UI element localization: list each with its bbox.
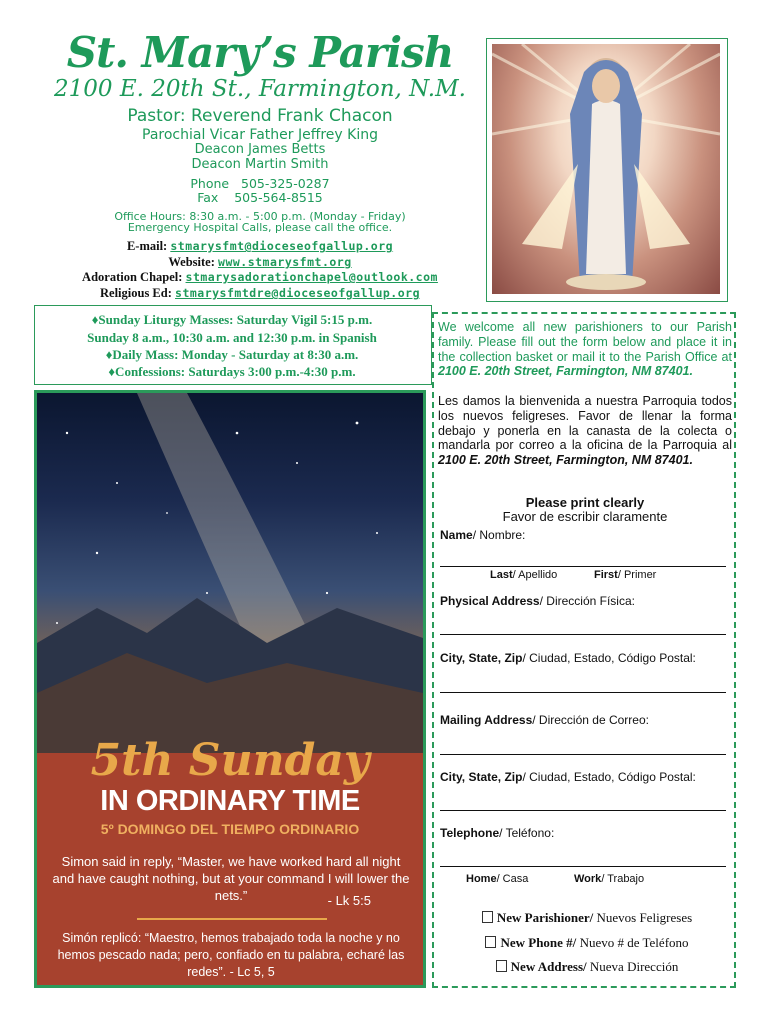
parish-address: 2100 E. 20th St., Farmington, N.M. (54, 76, 466, 102)
milky-way-sky (37, 393, 423, 753)
city-state-zip-line-2[interactable] (440, 810, 726, 811)
confessions-line: ♦Confessions: Saturdays 3:00 p.m.-4:30 p.m. (108, 364, 356, 379)
name-field-label: Name/ Nombre: (440, 528, 526, 542)
city-state-zip-line-1[interactable] (440, 692, 726, 693)
print-clearly-heading: Please print clearly (525, 495, 645, 510)
new-parishioner-checkbox[interactable] (482, 911, 493, 923)
website-link[interactable]: www.stmarysfmt.org (218, 255, 352, 269)
form-intro-spanish: Les damos la bienvenida a nuestra Parroquia todos los nuevos feligreses. Favor de llenar la forma debajo y ponerla en la canasta de la colecta o mandarla por correo a la oficina de la Parroquia al 2100 E. 20th Street, Farmington, NM 87401. (438, 394, 732, 468)
website-row (40, 255, 480, 270)
deacon-1: Deacon James Betts (194, 142, 326, 157)
vicar-name: Parochial Vicar Father Jeffrey King (142, 127, 378, 143)
pastor-name: Pastor: Reverend Frank Chacon (127, 106, 393, 126)
phone-number: Phone 505-325-0287 (190, 176, 330, 191)
daily-mass-line: ♦Daily Mass: Monday - Saturday at 8:30 a.m. (105, 347, 359, 362)
telephone-label: Telephone/ Teléfono: (440, 826, 555, 840)
new-phone-checkbox[interactable] (485, 936, 496, 948)
website-label: Website: (168, 255, 215, 269)
new-parishioner-option[interactable]: New Parishioner/ Nuevos Feligreses (440, 910, 734, 926)
mailing-address-line[interactable] (440, 754, 726, 755)
office-hours: Office Hours: 8:30 a.m. - 5:00 p.m. (Monday - Friday) (114, 210, 406, 223)
physical-address-line[interactable] (440, 634, 726, 635)
religious-ed-label: Religious Ed: (100, 286, 172, 300)
deacon-2: Deacon Martin Smith (191, 157, 329, 172)
adoration-row (40, 270, 480, 285)
last-name-label: Last/ Apellido (490, 569, 558, 581)
physical-address-label: Physical Address/ Dirección Física: (440, 594, 635, 608)
adoration-link[interactable]: stmarysadorationchapel@outlook.com (185, 270, 438, 284)
mailing-address-label: Mailing Address/ Dirección de Correo: (440, 713, 649, 727)
name-field-line[interactable] (440, 566, 726, 567)
email-label: E-mail: (126, 239, 168, 253)
new-address-option[interactable]: New Address/ Nueva Dirección (440, 959, 734, 975)
poster-ref-english: - Lk 5:5 (327, 893, 371, 908)
sunday-mass-line: ♦Sunday Liturgy Masses: Saturday Vigil 5:15 p.m. (91, 312, 373, 327)
adoration-label: Adoration Chapel: (82, 270, 183, 284)
form-intro-english: We welcome all new parishioners to our Parish family. Please fill out the form below and place it in the collection basket or mail it to the Parish Office at 2100 E. 20th Street, Farmington, NM 87401. (438, 320, 732, 379)
new-phone-option[interactable]: New Phone #/ Nuevo # de Teléfono (440, 935, 734, 951)
religious-ed-link[interactable]: stmarysfmtdre@dioceseofgallup.org (175, 286, 420, 300)
email-row (40, 239, 480, 254)
work-phone-label: Work/ Trabajo (574, 873, 645, 885)
poster-domingo: 5º DOMINGO DEL TIEMPO ORDINARIO (100, 821, 360, 837)
print-clearly-spanish: Favor de escribir claramente (502, 509, 668, 524)
religious-ed-row (40, 286, 480, 301)
first-name-label: First/ Primer (594, 569, 657, 581)
poster-quote-english: Simon said in reply, “Master, we have worked hard all night and have caught nothing, but at your command I will lower the nets.” (52, 854, 410, 903)
city-state-zip-label-2: City, State, Zip/ Ciudad, Estado, Código Postal: (440, 770, 696, 784)
new-address-checkbox[interactable] (496, 960, 507, 972)
email-link[interactable]: stmarysfmt@dioceseofgallup.org (170, 239, 394, 253)
hospital-calls: Emergency Hospital Calls, please call the office. (127, 221, 393, 234)
poster-divider (137, 918, 327, 920)
parish-title: St. Mary’s Parish (66, 28, 454, 77)
virgin-mary-image (492, 44, 720, 294)
sunday-mass-times: Sunday 8 a.m., 10:30 a.m. and 12:30 p.m. in Spanish (87, 330, 377, 345)
fifth-sunday-poster (34, 390, 426, 988)
home-phone-label: Home/ Casa (466, 873, 529, 885)
poster-ordinary-time: IN ORDINARY TIME (100, 785, 360, 817)
poster-fifth-sunday: 5th Sunday (90, 735, 370, 786)
poster-quote-spanish: Simón replicó: “Maestro, hemos trabajado toda la noche y no hemos pescado nada; pero, confiado en tu palabra, echaré las redes”. - Lc 5, 5 (57, 931, 405, 979)
telephone-line[interactable] (440, 866, 726, 867)
fax-number: Fax 505-564-8515 (197, 190, 323, 205)
city-state-zip-label-1: City, State, Zip/ Ciudad, Estado, Código Postal: (440, 651, 696, 665)
